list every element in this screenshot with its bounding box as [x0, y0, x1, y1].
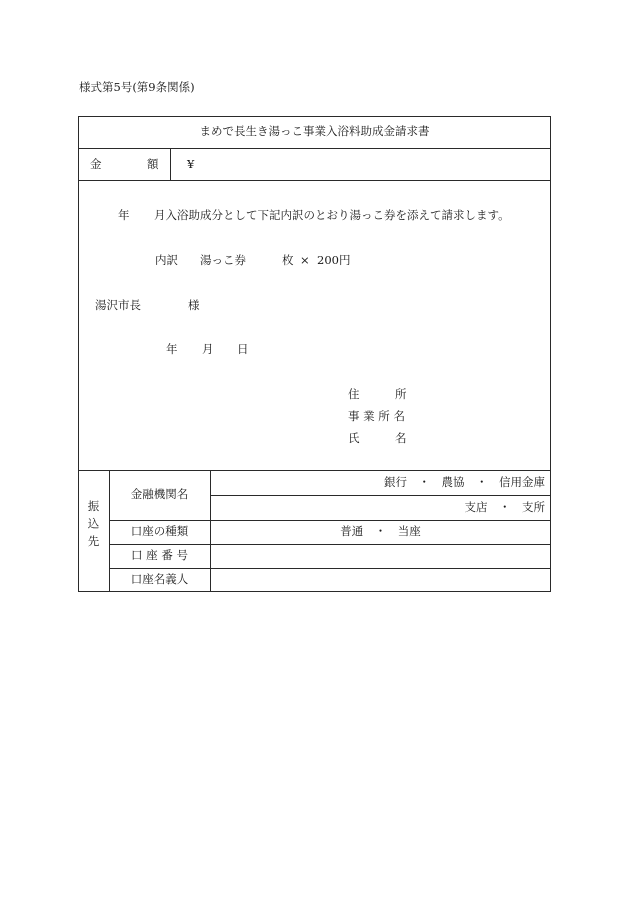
count-unit: 枚: [282, 253, 294, 267]
date-day: 日: [237, 342, 249, 356]
branch-options: 支店 ・ 支所: [464, 500, 545, 514]
form-number: 様式第5号(第9条関係): [79, 80, 195, 94]
divider-account-type: [109, 544, 551, 545]
transfer-header: 振込先: [86, 500, 101, 553]
account-number-label: 口 座 番 号: [131, 548, 188, 562]
request-year: 年: [118, 208, 130, 222]
account-holder-label: 口座名義人: [130, 572, 189, 586]
unit-price: 200円: [317, 253, 351, 267]
honorific: 様: [188, 298, 200, 312]
currency-symbol: ¥: [187, 157, 195, 171]
office-name-label: 事 業 所 名: [348, 409, 405, 423]
ticket-label: 湯っこ券: [200, 253, 246, 267]
bank-label: 金融機関名: [130, 487, 189, 501]
date-month: 月: [202, 342, 214, 356]
date-year: 年: [166, 342, 178, 356]
divider-bank: [109, 520, 551, 521]
address-label-b: 所: [395, 387, 407, 401]
account-type-options: 普通 ・ 当座: [340, 524, 421, 538]
divider-amount-label: [170, 148, 171, 180]
address-label-a: 住: [348, 387, 360, 401]
request-sentence: 月入浴助成分として下記内訳のとおり湯っこ券を添えて請求します。: [154, 208, 510, 222]
divider-account-number: [109, 568, 551, 569]
amount-label-right: 額: [147, 157, 159, 171]
account-type-label: 口座の種類: [130, 524, 189, 538]
times-symbol: ×: [300, 253, 310, 267]
breakdown-label: 内訳: [155, 253, 178, 267]
amount-label-left: 金: [90, 157, 102, 171]
divider-body: [78, 470, 551, 471]
divider-bank-branch: [210, 495, 551, 496]
divider-title: [78, 148, 551, 149]
name-label-b: 名: [395, 431, 407, 445]
form-title: まめで長生き湯っこ事業入浴料助成金請求書: [199, 124, 430, 138]
bank-options: 銀行 ・ 農協 ・ 信用金庫: [384, 475, 545, 489]
name-label-a: 氏: [348, 431, 360, 445]
divider-amount: [78, 180, 551, 181]
addressee: 湯沢市長: [95, 298, 141, 312]
